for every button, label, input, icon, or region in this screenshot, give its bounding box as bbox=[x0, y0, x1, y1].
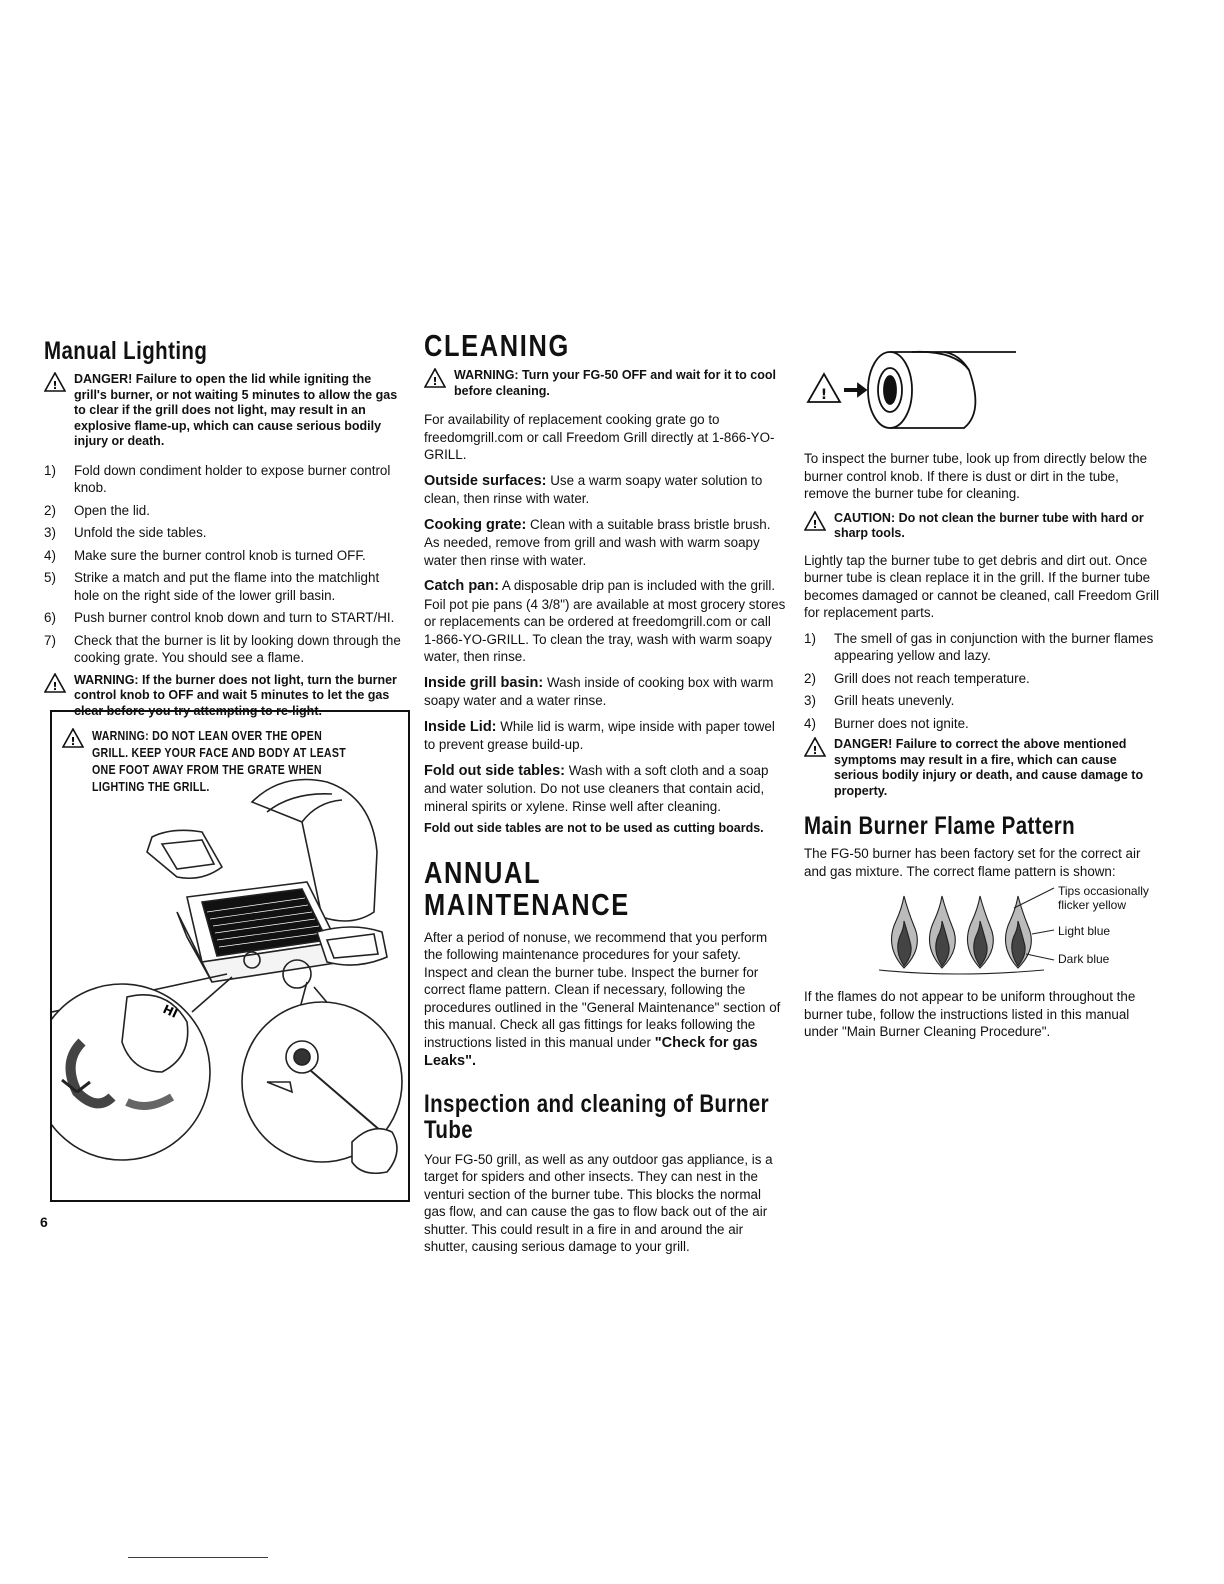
list-item-text: Grill heats unevenly. bbox=[834, 693, 955, 708]
flame-outro: If the flames do not appear to be uniform throughout the burner tube, follow the instructions listed in this manual under "Main Burner Cleaning Procedure". bbox=[804, 989, 1136, 1039]
column-burner-tube bbox=[804, 330, 1164, 1041]
flame-tips-line1: Tips occasionally bbox=[1058, 884, 1149, 898]
cleaning-item bbox=[424, 472, 786, 508]
list-item bbox=[44, 524, 406, 542]
cleaning-item-text: Clean with a suitable brass bristle brush. As needed, remove from grill and wash with warm soapy water then rinse with water. bbox=[424, 516, 771, 568]
list-item-text: Open the lid. bbox=[74, 502, 150, 518]
cleaning-item-label: Outside surfaces: bbox=[424, 472, 547, 489]
burner-tube-p2: Lightly tap the burner tube to get debris and dirt out. Once burner tube is clean replace it in the grill. If the burner tube becomes damaged or cannot be cleaned, call Freedom Grill for replacement parts. bbox=[804, 552, 1160, 620]
flame-dark-blue-label: Dark blue bbox=[1058, 952, 1110, 966]
cleaning-items bbox=[424, 472, 786, 816]
list-item bbox=[44, 632, 406, 667]
cleaning-item bbox=[424, 577, 786, 666]
list-item bbox=[804, 670, 1164, 688]
grill-illustration bbox=[52, 712, 408, 1200]
flame bbox=[892, 896, 918, 968]
list-item bbox=[804, 630, 1164, 665]
list-item-number: 5) bbox=[44, 570, 56, 585]
cleaning-item-label: Cooking grate: bbox=[424, 516, 527, 533]
list-item-number: 3) bbox=[804, 693, 816, 708]
cleaning-item-text: Use a warm soapy water solution to clean, then rinse with water. bbox=[424, 472, 763, 506]
list-item-text: Check that the burner is lit by looking down through the cooking grate. You should see a flame. bbox=[74, 632, 401, 665]
cleaning-heading: CLEANING bbox=[424, 328, 570, 363]
annual-text-body: After a period of nonuse, we recommend that you perform the following maintenance procedures for your safety. Inspect and clean the burner tube. Inspect the burner for correct flame pattern. Clean if necessary, following the procedures outlined in the "General Maintenance" section of this manual. Check all gas fittings for leaks following the instructions listed in this manual under bbox=[424, 929, 781, 1050]
footer-rule bbox=[128, 1557, 268, 1558]
grill-lighting-figure bbox=[50, 710, 410, 1202]
flame-tips-line2: flicker yellow bbox=[1058, 898, 1127, 912]
inspection-text: Your FG-50 grill, as well as any outdoor gas appliance, is a target for spiders and other insects. They can nest in the venturi section of the burner tube. This blocks the normal gas flow, and can cause the gas to flow back out of the air shutter. This could result in a fire in and around the air shutter, causing serious damage to your grill. bbox=[424, 1151, 773, 1254]
list-item-text: Strike a match and put the flame into the matchlight hole on the right side of the lower grill basin. bbox=[74, 570, 380, 603]
cleaning-item-label: Inside grill basin: bbox=[424, 674, 544, 691]
list-item-number: 2) bbox=[804, 670, 816, 686]
cleaning-item-text: Wash inside of cooking box with warm soapy water and a water rinse. bbox=[424, 674, 774, 708]
list-item bbox=[804, 715, 1164, 733]
warning-triangle-icon bbox=[44, 372, 66, 392]
cleaning-item-text: While lid is warm, wipe inside with paper towel to prevent grease build-up. bbox=[424, 718, 775, 752]
figure-warning-text: WARNING: DO NOT LEAN OVER THE OPEN GRILL. KEEP YOUR FACE AND BODY AT LEAST ONE FOOT AWAY FROM THE GRATE WHEN LIGHTING THE GRILL. bbox=[92, 729, 346, 794]
svg-text:!: ! bbox=[52, 379, 58, 392]
warning-triangle-icon bbox=[804, 737, 826, 757]
manual-lighting-heading: Manual Lighting bbox=[44, 337, 208, 365]
danger-notice bbox=[44, 372, 406, 450]
list-item-number: 1) bbox=[44, 462, 56, 478]
cleaning-warning-text: WARNING: Turn your FG-50 OFF and wait for it to cool before cleaning. bbox=[454, 368, 776, 398]
list-item bbox=[44, 547, 406, 565]
svg-text:!: ! bbox=[70, 735, 76, 748]
list-item-number: 7) bbox=[44, 632, 56, 648]
flame bbox=[968, 896, 994, 968]
list-item bbox=[804, 692, 1164, 710]
burner-tube-illustration bbox=[804, 340, 1024, 440]
list-item-number: 3) bbox=[44, 525, 56, 540]
cleaning-item bbox=[424, 516, 786, 570]
caution-text: CAUTION: Do not clean the burner tube with hard or sharp tools. bbox=[834, 510, 1144, 540]
column-cleaning bbox=[424, 330, 786, 1256]
annual-maintenance-text bbox=[424, 929, 786, 1071]
knob-hi-label: HI bbox=[160, 1002, 180, 1021]
lighting-steps bbox=[44, 462, 406, 667]
list-item-number: 2) bbox=[44, 502, 56, 518]
list-item-number: 1) bbox=[804, 630, 816, 646]
flame-diagram bbox=[804, 886, 1164, 986]
warning-triangle-icon bbox=[424, 368, 446, 388]
cleaning-item-text: A disposable drip pan is included with the grill. Foil pot pie pans (4 3/8") are available at most grocery stores or replacements can be ordered at freedomgrill.com or call 1-866-YO-GRILL. To clean the tray, wash with warm soapy water, then rinse. bbox=[424, 578, 786, 664]
list-item bbox=[44, 502, 406, 520]
cleaning-item bbox=[424, 718, 786, 754]
svg-text:!: ! bbox=[820, 387, 828, 403]
list-item-text: Unfold the side tables. bbox=[74, 525, 207, 540]
symptoms-danger-text: DANGER! Failure to correct the above mentioned symptoms may result in a fire, which can cause serious bodily injury or death, and cause damage to property. bbox=[834, 737, 1144, 798]
symptoms-danger bbox=[804, 737, 1164, 799]
annual-text-bold: "Check for gas Leaks". bbox=[424, 1034, 758, 1069]
column-manual-lighting bbox=[44, 330, 406, 719]
list-item-number: 6) bbox=[44, 610, 56, 625]
list-item bbox=[44, 569, 406, 604]
burner-tube-p1: To inspect the burner tube, look up from directly below the burner control knob. If there is dust or dirt in the tube, remove the burner tube for cleaning. bbox=[804, 451, 1148, 501]
list-item-text: Push burner control knob down and turn to START/HI. bbox=[74, 610, 395, 625]
danger-text: DANGER! Failure to open the lid while igniting the grill's burner, or not waiting 5 minutes to allow the gas to clear if the grill does not light, may result in an explosive flame-up, which can cause serious bodily injury or death. bbox=[74, 372, 398, 448]
cleaning-item-text: Wash with a soft cloth and a soap and water solution. Do not use cleaners that contain acid, mineral spirits or xylene. Rinse well after cleaning. bbox=[424, 762, 769, 814]
cleaning-item bbox=[424, 674, 786, 710]
list-item-text: Grill does not reach temperature. bbox=[834, 670, 1030, 686]
symptom-list bbox=[804, 630, 1164, 733]
cleaning-item-label: Inside Lid: bbox=[424, 718, 497, 735]
cleaning-warning bbox=[424, 368, 786, 399]
svg-text:!: ! bbox=[812, 517, 818, 531]
cleaning-intro: For availability of replacement cooking grate go to freedomgrill.com or call Freedom Grill directly at 1-866-YO-GRILL. bbox=[424, 412, 775, 462]
side-table-note: Fold out side tables are not to be used as cutting boards. bbox=[424, 821, 764, 835]
flame bbox=[930, 896, 956, 968]
page-number: 6 bbox=[40, 1214, 48, 1230]
svg-text:!: ! bbox=[432, 375, 438, 388]
annual-maintenance-heading: ANNUAL MAINTENANCE bbox=[424, 854, 630, 922]
caution-notice bbox=[804, 511, 1164, 542]
list-item bbox=[44, 609, 406, 627]
list-item-text: Fold down condiment holder to expose burner control knob. bbox=[74, 462, 391, 495]
list-item-number: 4) bbox=[44, 547, 56, 563]
svg-text:!: ! bbox=[812, 744, 818, 757]
flame bbox=[1006, 896, 1032, 968]
list-item-text: Make sure the burner control knob is turned OFF. bbox=[74, 547, 366, 563]
list-item bbox=[44, 462, 406, 497]
flame-light-blue-label: Light blue bbox=[1058, 924, 1111, 938]
svg-text:!: ! bbox=[52, 679, 58, 693]
list-item-text: The smell of gas in conjunction with the burner flames appearing yellow and lazy. bbox=[834, 630, 1154, 663]
cleaning-item-label: Fold out side tables: bbox=[424, 762, 565, 779]
flame-pattern-heading: Main Burner Flame Pattern bbox=[804, 812, 1076, 840]
relight-warning-text: WARNING: If the burner does not light, turn the burner control knob to OFF and wait 5 minutes to let the gas clear before you try attempting to re-light. bbox=[74, 672, 397, 718]
list-item-text: Burner does not ignite. bbox=[834, 715, 969, 731]
list-item-number: 4) bbox=[804, 715, 816, 731]
warning-triangle-icon bbox=[804, 511, 826, 531]
flame-tips-label bbox=[1058, 884, 1149, 912]
cleaning-item bbox=[424, 762, 786, 816]
warning-triangle-icon bbox=[44, 673, 66, 693]
flame-intro: The FG-50 burner has been factory set for the correct air and gas mixture. The correct flame pattern is shown: bbox=[804, 846, 1141, 879]
inspection-heading: Inspection and cleaning of Burner Tube bbox=[424, 1089, 769, 1144]
cleaning-item-label: Catch pan: bbox=[424, 578, 499, 594]
